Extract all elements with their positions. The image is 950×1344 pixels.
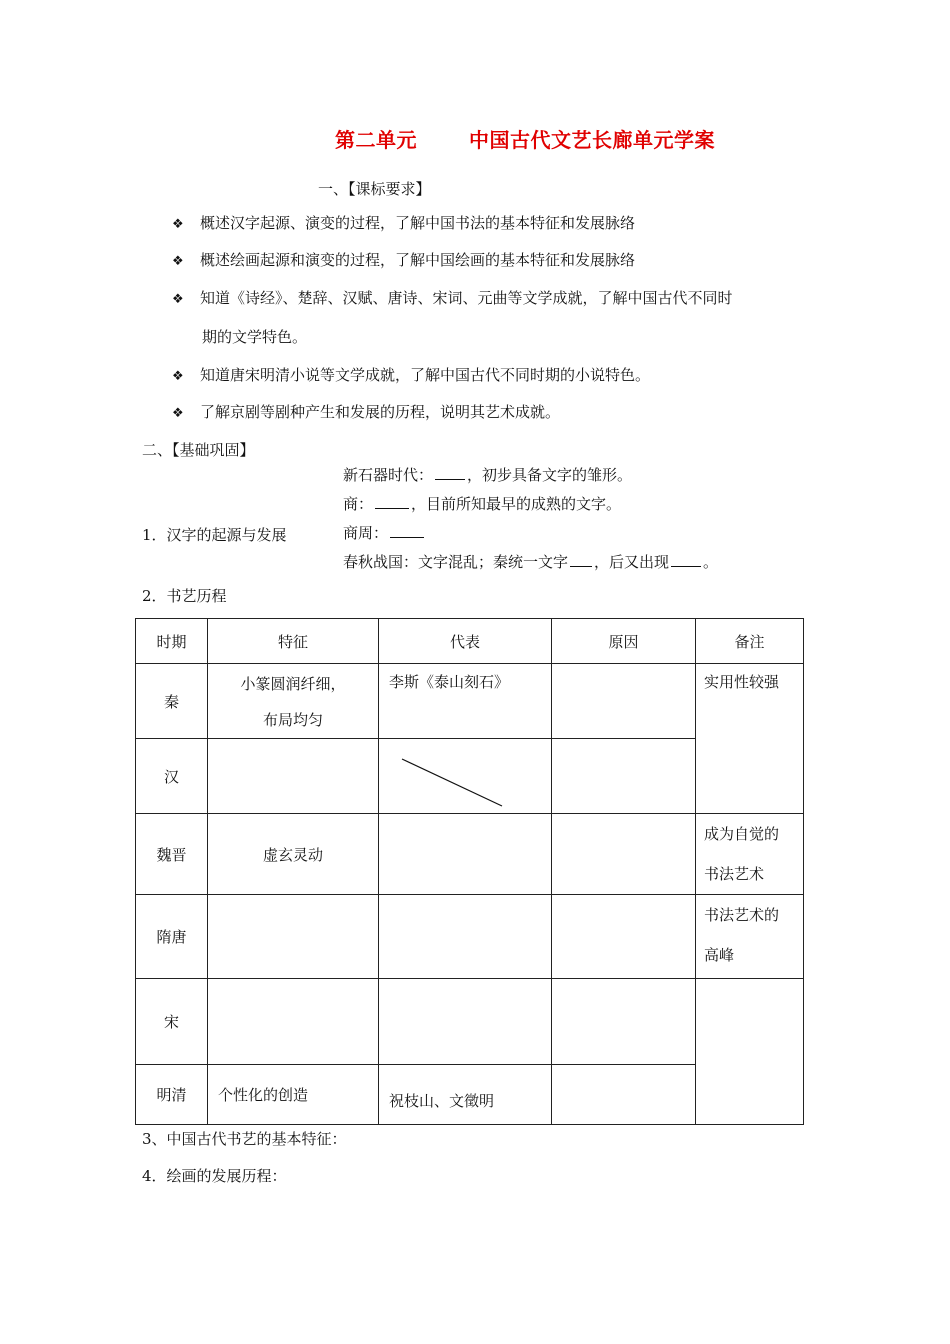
fill-blank[interactable] <box>671 552 701 567</box>
feature-cell[interactable]: 小篆圆润纤细， 布局均匀 <box>208 664 379 739</box>
diamond-bullet-icon: ❖ <box>172 254 184 269</box>
note-cell[interactable]: 书法艺术的 高峰 <box>696 895 804 979</box>
reason-cell[interactable] <box>552 895 696 979</box>
feature-cell[interactable] <box>208 895 379 979</box>
note-cell[interactable]: 实用性较强 <box>696 664 804 814</box>
note-cell[interactable]: 成为自觉的 书法艺术 <box>696 814 804 895</box>
period-cell: 宋 <box>136 979 208 1065</box>
note-cell[interactable] <box>696 979 804 1125</box>
diamond-bullet-icon: ❖ <box>172 292 184 307</box>
origin-line-shangzhou: 商周： <box>343 522 426 543</box>
calligraphy-history-table <box>135 618 804 1125</box>
strike-line <box>379 739 552 814</box>
fill-blank[interactable] <box>375 494 409 509</box>
fill-blank[interactable] <box>390 523 424 538</box>
question-3-label: 3、中国古代书艺的基本特征： <box>142 1130 347 1148</box>
reason-cell[interactable] <box>552 664 696 739</box>
table-row <box>136 895 804 979</box>
requirement-item-3 <box>172 287 733 308</box>
question-4-label: 4．绘画的发展历程： <box>142 1167 287 1185</box>
section2-heading: 二、【基础巩固】 <box>142 441 255 459</box>
period-cell: 魏晋 <box>136 814 208 895</box>
feature-cell[interactable]: 个性化的创造 <box>208 1065 379 1125</box>
requirement-text: 知道唐宋明清小说等文学成就，了解中国古代不同时期的小说特色。 <box>200 366 651 384</box>
feature-cell[interactable] <box>208 739 379 814</box>
header-period: 时期 <box>136 619 208 664</box>
requirement-item-1 <box>172 212 635 233</box>
diamond-bullet-icon: ❖ <box>172 406 184 421</box>
feature-cell[interactable]: 虚玄灵动 <box>208 814 379 895</box>
requirement-item-3-cont: 期的文学特色。 <box>202 328 308 346</box>
requirement-text: 概述汉字起源、演变的过程，了解中国书法的基本特征和发展脉络 <box>200 214 636 232</box>
table-header-row <box>136 619 804 664</box>
header-reason: 原因 <box>552 619 696 664</box>
header-note: 备注 <box>696 619 804 664</box>
title-unit: 第二单元 <box>335 128 417 152</box>
requirement-item-2 <box>172 249 635 270</box>
page-title <box>335 124 715 153</box>
table-row <box>136 979 804 1065</box>
origin-line-shang: 商： ，目前所知最早的成熟的文字。 <box>343 495 622 513</box>
section1-heading: 一、【课标要求】 <box>318 180 431 198</box>
reason-cell[interactable] <box>552 1065 696 1125</box>
question-1-label: 1．汉字的起源与发展 <box>142 526 287 544</box>
reason-cell[interactable] <box>552 979 696 1065</box>
representative-cell[interactable]: 李斯《泰山刻石》 <box>379 664 552 739</box>
fill-blank[interactable] <box>435 465 465 480</box>
table-row <box>136 814 804 895</box>
requirement-text: 概述绘画起源和演变的过程，了解中国绘画的基本特征和发展脉络 <box>200 251 636 269</box>
header-representative: 代表 <box>379 619 552 664</box>
diamond-bullet-icon: ❖ <box>172 217 184 232</box>
representative-cell[interactable] <box>379 814 552 895</box>
reason-cell[interactable] <box>552 739 696 814</box>
origin-line-spring-autumn: 春秋战国：文字混乱；秦统一文字 ，后又出现 。 <box>343 553 719 571</box>
period-cell: 隋唐 <box>136 895 208 979</box>
diamond-bullet-icon: ❖ <box>172 369 184 384</box>
header-feature: 特征 <box>208 619 379 664</box>
requirement-item-5 <box>172 401 560 422</box>
origin-line-neolithic: 新石器时代： ，初步具备文字的雏形。 <box>343 466 633 484</box>
period-cell: 秦 <box>136 664 208 739</box>
representative-cell-crossed <box>379 739 552 814</box>
representative-cell[interactable] <box>379 895 552 979</box>
representative-cell[interactable]: 祝枝山、文徵明 <box>379 1065 552 1125</box>
representative-cell[interactable] <box>379 979 552 1065</box>
feature-cell[interactable] <box>208 979 379 1065</box>
period-cell: 汉 <box>136 739 208 814</box>
table-row <box>136 664 804 739</box>
requirement-text: 了解京剧等剧种产生和发展的历程，说明其艺术成就。 <box>200 403 561 421</box>
reason-cell[interactable] <box>552 814 696 895</box>
fill-blank[interactable] <box>570 552 592 567</box>
requirement-text: 知道《诗经》、楚辞、汉赋、唐诗、宋词、元曲等文学成就，了解中国古代不同时 <box>200 289 733 307</box>
question-2-label: 2．书艺历程 <box>142 587 227 605</box>
title-topic: 中国古代文艺长廊单元学案 <box>469 128 715 152</box>
period-cell: 明清 <box>136 1065 208 1125</box>
requirement-item-4 <box>172 364 650 385</box>
